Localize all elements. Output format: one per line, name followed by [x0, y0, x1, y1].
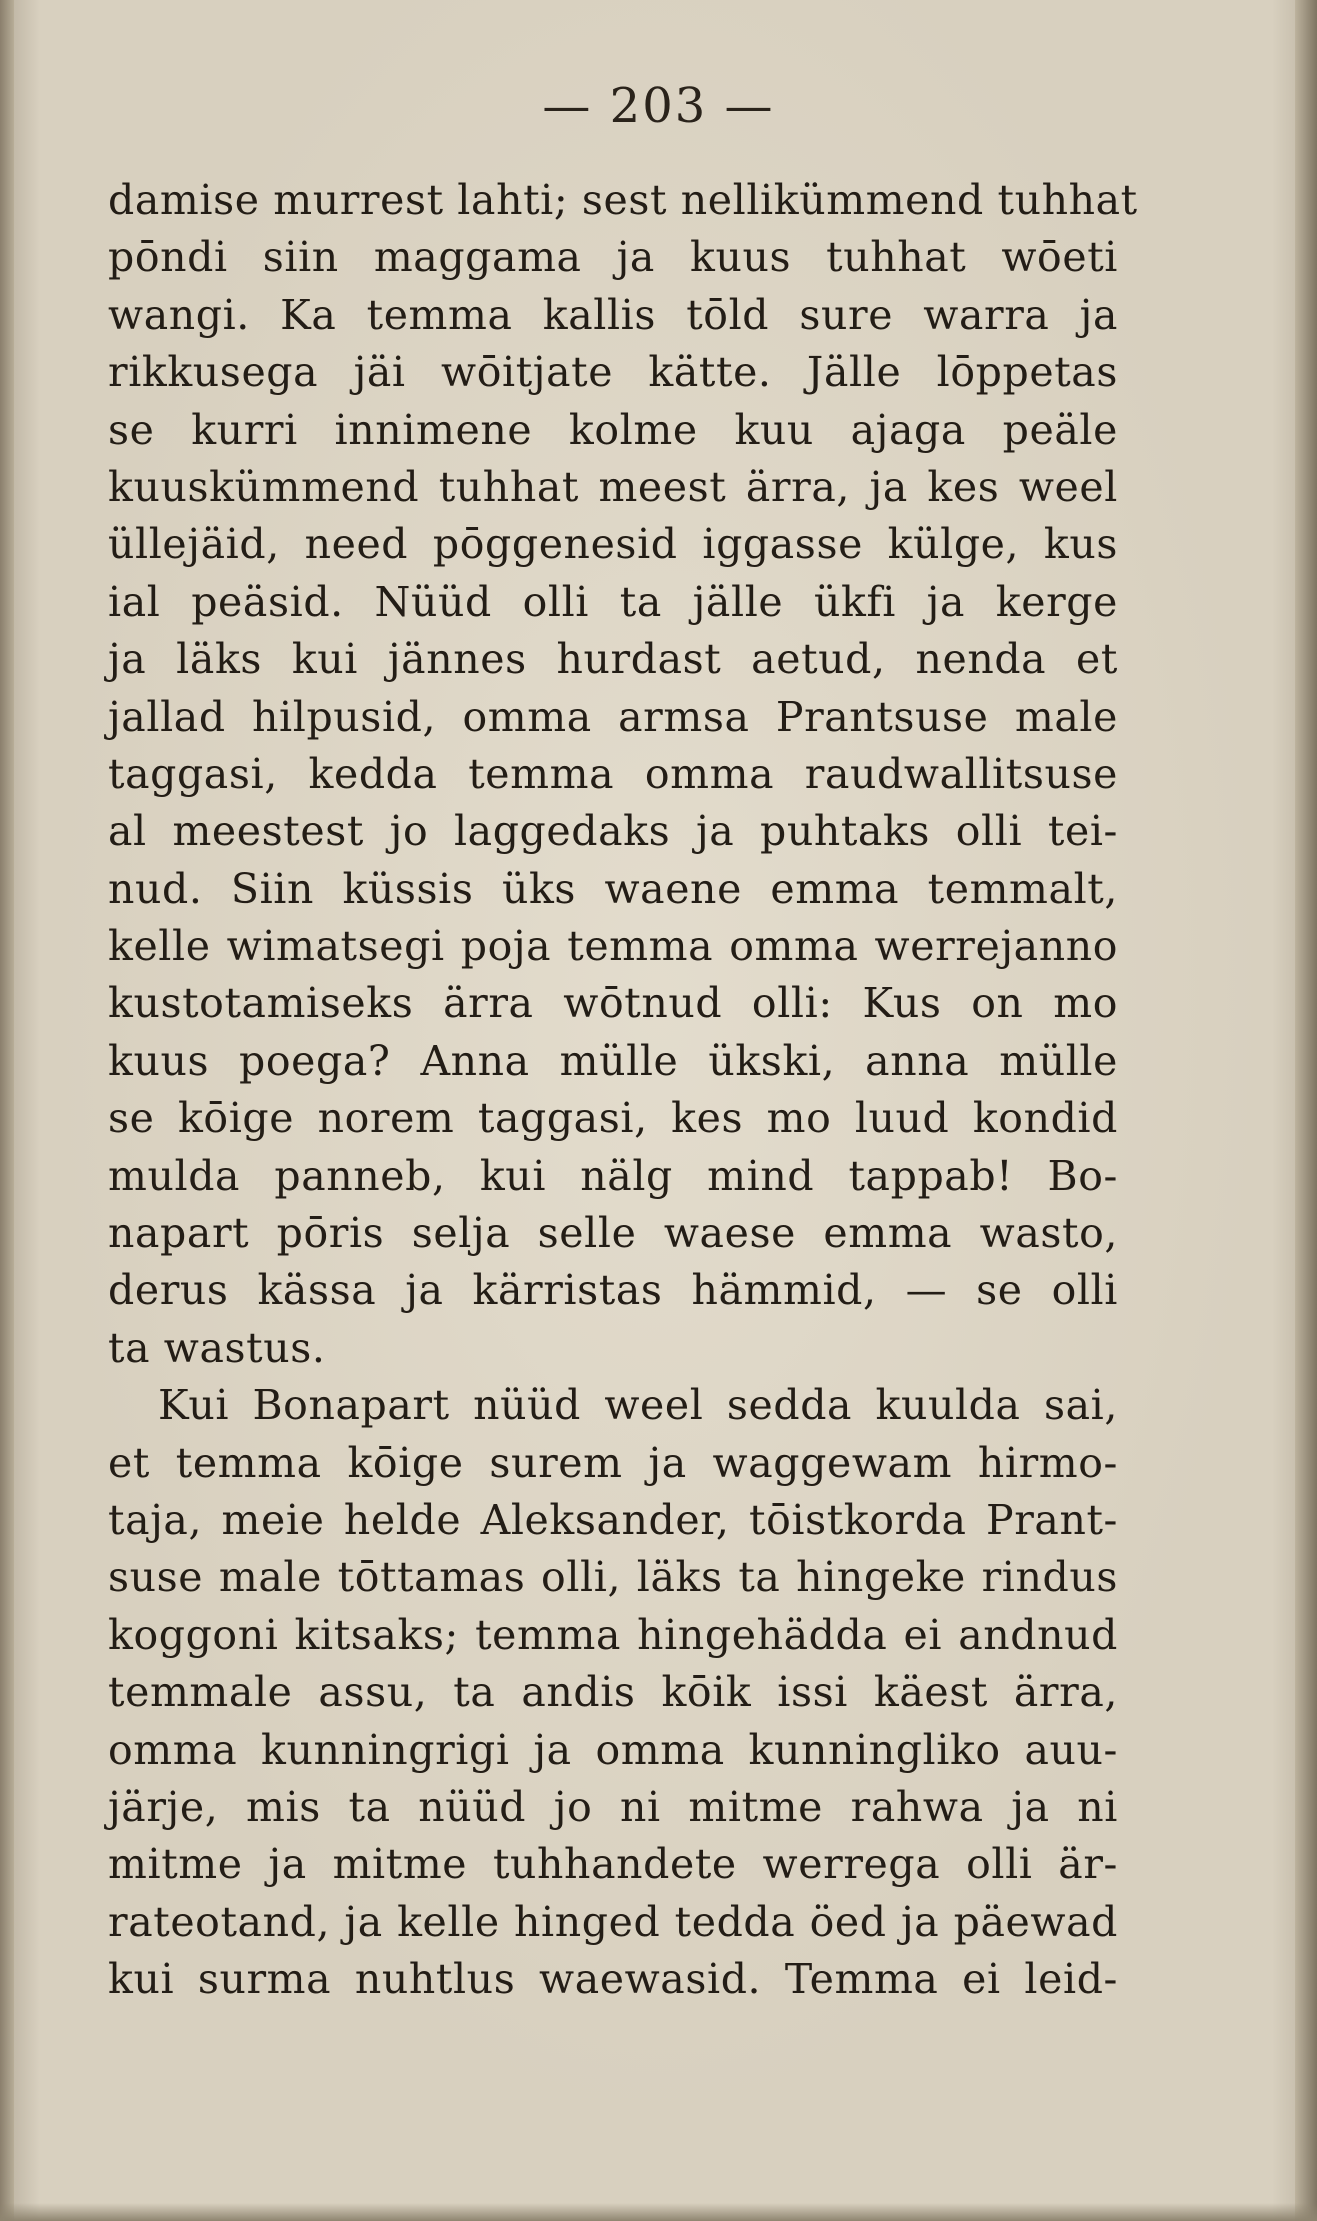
- page-edge-right: [1295, 0, 1317, 2221]
- text-line: pōndi siin maggama ja kuus tuhhat wōeti: [108, 233, 1118, 282]
- text-line: kuus poega? Anna mülle ükski, anna mülle: [108, 1036, 1118, 1085]
- text-line: et temma kōige surem ja waggewam hirmo-: [108, 1438, 1118, 1487]
- body-text: [108, 172, 1138, 2009]
- text-line: kustotamiseks ärra wōtnud olli: Kus on mo: [108, 979, 1118, 1028]
- page-edge-bottom: [0, 2203, 1317, 2221]
- text-line: damise murrest lahti; sest nellikümmend tuhhat: [108, 176, 1138, 224]
- text-line: üllejäid, need pōggenesid iggasse külge, kus: [108, 520, 1118, 569]
- text-line: se kurri innimene kolme kuu ajaga peäle: [108, 405, 1118, 454]
- text-line: ta wastus.: [108, 1323, 326, 1372]
- page-edge-left: [0, 0, 14, 2221]
- text-line: mulda panneb, kui nälg mind tappab! Bo-: [108, 1151, 1118, 1200]
- text-line: taggasi, kedda temma omma raudwallitsuse: [108, 749, 1118, 798]
- text-line: Kui Bonapart nüüd weel sedda kuulda sai,: [158, 1381, 1118, 1430]
- text-line: kelle wimatsegi poja temma omma werrejanno: [108, 922, 1118, 971]
- text-line: al meestest jo laggedaks ja puhtaks olli tei-: [108, 807, 1118, 856]
- page-number: — 203 —: [542, 78, 775, 134]
- text-line: rikkusega jäi wōitjate kätte. Jälle lōppetas: [108, 348, 1118, 397]
- text-line: napart pōris selja selle waese emma wasto,: [108, 1209, 1118, 1258]
- text-line: taja, meie helde Aleksander, tōistkorda Prant-: [108, 1495, 1118, 1544]
- text-line: omma kunningrigi ja omma kunningliko auu-: [108, 1725, 1118, 1774]
- text-line: jallad hilpusid, omma armsa Prantsuse male: [108, 692, 1118, 741]
- text-line: kuuskümmend tuhhat meest ärra, ja kes weel: [108, 462, 1118, 511]
- text-line: ial peäsid. Nüüd olli ta jälle ükfi ja kerge: [108, 577, 1118, 626]
- text-line: koggoni kitsaks; temma hingehädda ei andnud: [108, 1610, 1118, 1659]
- text-line: wangi. Ka temma kallis tōld sure warra ja: [108, 290, 1118, 339]
- text-line: nud. Siin küssis üks waene emma temmalt,: [108, 864, 1118, 913]
- text-line: suse male tōttamas olli, läks ta hingeke rindus: [108, 1553, 1118, 1602]
- text-line: ja läks kui jännes hurdast aetud, nenda et: [108, 635, 1118, 684]
- text-line: se kōige norem taggasi, kes mo luud kondid: [108, 1094, 1118, 1143]
- text-line: mitme ja mitme tuhhandete werrega olli är-: [108, 1840, 1118, 1889]
- text-line: temmale assu, ta andis kōik issi käest ärra,: [108, 1668, 1118, 1717]
- text-line: kui surma nuhtlus waewasid. Temma ei leid-: [108, 1955, 1118, 2004]
- text-line: rateotand, ja kelle hinged tedda öed ja päewad: [108, 1897, 1118, 1946]
- text-line: järje, mis ta nüüd jo ni mitme rahwa ja ni: [108, 1782, 1118, 1831]
- text-line: derus kässa ja kärristas hämmid, — se olli: [108, 1266, 1118, 1315]
